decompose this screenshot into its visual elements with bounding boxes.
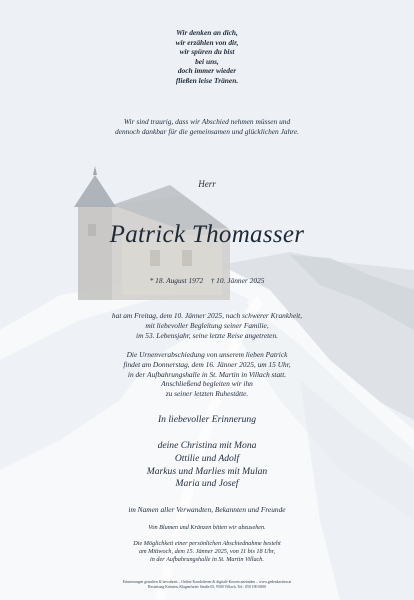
viewing-info: Die Möglichkeit einer persönlichen Abschiednahme besteht am Mittwoch, dem 15. Jänner 2025, von 11 bis 18 Uhr, in der Aufbahrungshalle in St. Martin Villach. (133, 540, 281, 563)
poem: Wir denken an dich, wir erzählen von dir, wir spüren du bist bei uns, doch immer wieder fließen leise Tränen. (175, 28, 239, 85)
flowers-note: Von Blumen und Kränzen bitten wir abzusehen. (148, 524, 266, 531)
family-list: deine Christina mit Mona Ottilie und Adolf Markus und Marlies mit Mulan Maria und Josef (146, 440, 268, 490)
remembrance-heading: In liebevoller Erinnerung (157, 414, 257, 425)
life-dates: * 18. August 1972 † 10. Jänner 2025 (149, 276, 265, 285)
intro-text: Wir sind traurig, dass wir Abschied nehmen müssen und dennoch dankbar für die gemeinsamen und glücklichen Jahre. (114, 117, 300, 136)
funeral-info: Die Urnenverabschiedung von unserem lieben Patrick findet am Donnerstag, dem 16. Jänner 2025, um 15 Uhr, in der Aufbahrungshalle in St. Martin in Villach statt. Anschließend begleiten wir ihn zu seiner letzten Ruhestätte. (123, 350, 291, 399)
relatives-note: im Namen aller Verwandten, Bekannten und Freunde (128, 505, 286, 514)
deceased-name: Patrick Thomasser (109, 221, 305, 248)
death-notice: hat am Freitag, dem 10. Jänner 2025, nach schwerer Krankheit, mit liebevoller Begleitung seiner Familie, im 53. Lebensjahr, seine letzte Reise angetreten. (111, 311, 303, 340)
footer-credits: Erinnerungen gestalten & bewahren – Online Kondolieren & digitale Kerzen anzünden – www.gedenkseiten.at Bestattung Kärnten, Klagenfurter Straße 65, 9500 Villach, Tel.: 050 190 6000 (122, 580, 292, 589)
title-label: Herr (198, 179, 216, 189)
